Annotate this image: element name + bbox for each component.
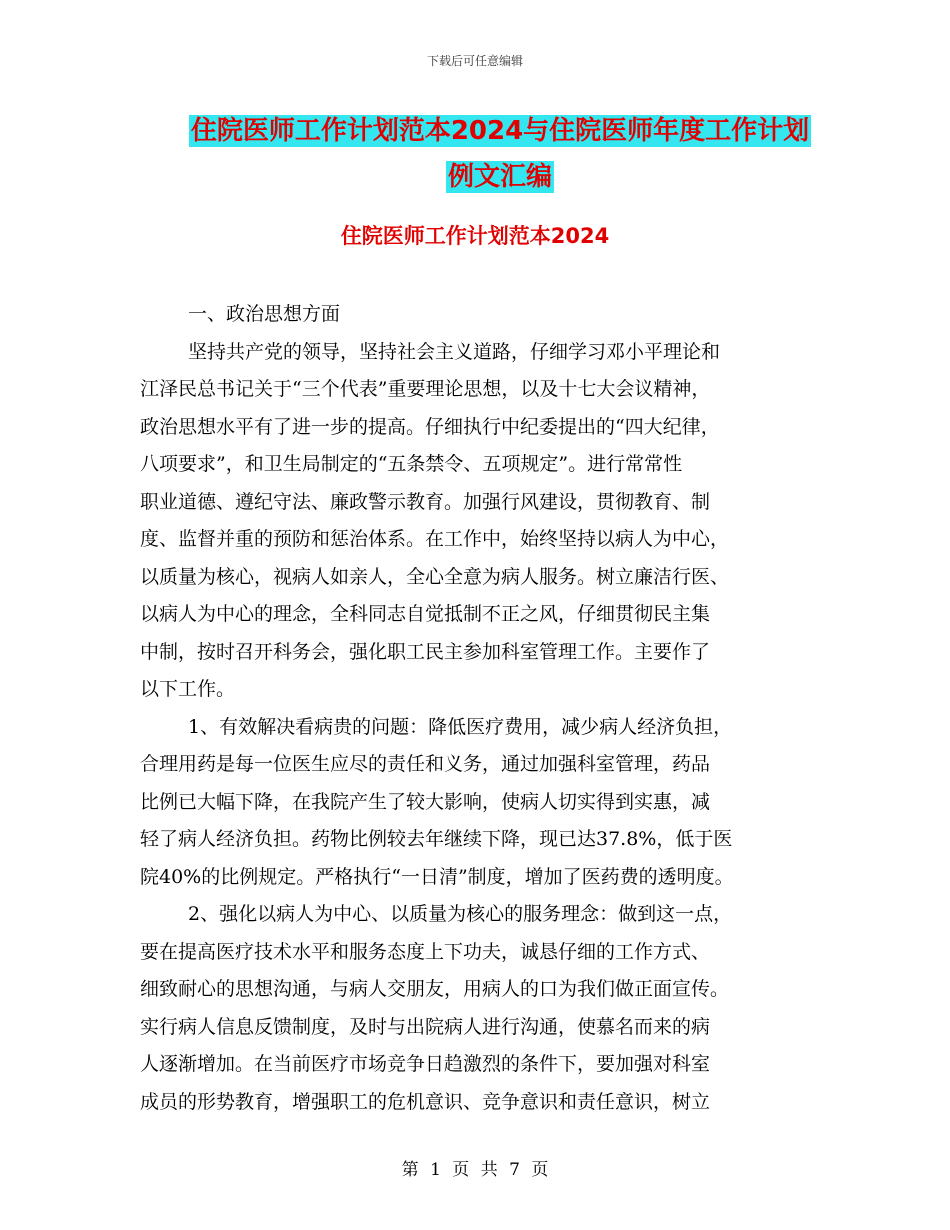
paragraph-line: 政治思想水平有了进一步的提高。仔细执行中纪委提出的“四大纪律， xyxy=(140,415,720,438)
paragraph-line: 实行病人信息反馈制度，及时与出院病人进行沟通，使慕名而来的病 xyxy=(140,1015,711,1038)
paragraph-line: 院40%的比例规定。严格执行“一日清”制度，增加了医药费的透明度。 xyxy=(140,865,734,888)
heading-political: 一、政治思想方面 xyxy=(188,303,341,325)
document-title xyxy=(140,108,860,200)
paragraph-line: 成员的形势教育，增强职工的危机意识、竞争意识和责任意识，树立 xyxy=(140,1090,711,1113)
document-title-line1: 住院医师工作计划范本2024与住院医师年度工作计划 xyxy=(190,116,810,146)
paragraph-line: 以病人为中心的理念，全科同志自觉抵制不正之风，仔细贯彻民主集 xyxy=(140,603,711,625)
body-text xyxy=(140,296,820,1121)
paragraph-line: 2、强化以病人为中心、以质量为核心的服务理念：做到这一点， xyxy=(188,903,733,925)
paragraph-line: 以质量为核心，视病人如亲人，全心全意为病人服务。树立廉洁行医、 xyxy=(140,565,730,588)
document-title-line2: 例文汇编 xyxy=(447,162,552,192)
paragraph-line: 轻了病人经济负担。药物比例较去年继续下降，现已达37.8%，低于医 xyxy=(140,828,733,850)
page-header-note: 下载后可任意编辑 xyxy=(426,54,523,68)
paragraph-line: 坚持共产党的领导，坚持社会主义道路，仔细学习邓小平理论和 xyxy=(188,340,721,363)
paragraph-line: 江泽民总书记关于“三个代表”重要理论思想，以及十七大会议精神， xyxy=(140,378,711,400)
paragraph-line: 要在提高医疗技术水平和服务态度上下功夫，诚恳仔细的工作方式、 xyxy=(140,940,711,963)
paragraph-line: 比例已大幅下降，在我院产生了较大影响，使病人切实得到实惠，减 xyxy=(140,790,711,813)
paragraph-line: 职业道德、遵纪守法、廉政警示教育。加强行风建设，贯彻教育、制 xyxy=(140,490,711,513)
page-number: 第 1 页 共 7 页 xyxy=(401,1160,549,1180)
paragraph-line: 中制，按时召开科务会，强化职工民主参加科室管理工作。主要作了 xyxy=(140,640,711,663)
section-title: 住院医师工作计划范本2024 xyxy=(340,224,610,248)
paragraph-line: 八项要求”，和卫生局制定的“五条禁令、五项规定”。进行常常性 xyxy=(140,453,683,475)
paragraph-line: 1、有效解决看病贵的问题：降低医疗费用，减少病人经济负担， xyxy=(188,715,733,738)
paragraph-line: 人逐渐增加。在当前医疗市场竞争日趋激烈的条件下，要加强对科室 xyxy=(140,1053,711,1075)
paragraph-line: 合理用药是每一位医生应尽的责任和义务，通过加强科室管理，药品 xyxy=(140,753,711,775)
paragraph-line: 细致耐心的思想沟通，与病人交朋友，用病人的口为我们做正面宣传。 xyxy=(140,978,730,1000)
paragraph-line: 度、监督并重的预防和惩治体系。在工作中，始终坚持以病人为中心， xyxy=(140,528,730,550)
paragraph-line: 以下工作。 xyxy=(140,678,236,700)
